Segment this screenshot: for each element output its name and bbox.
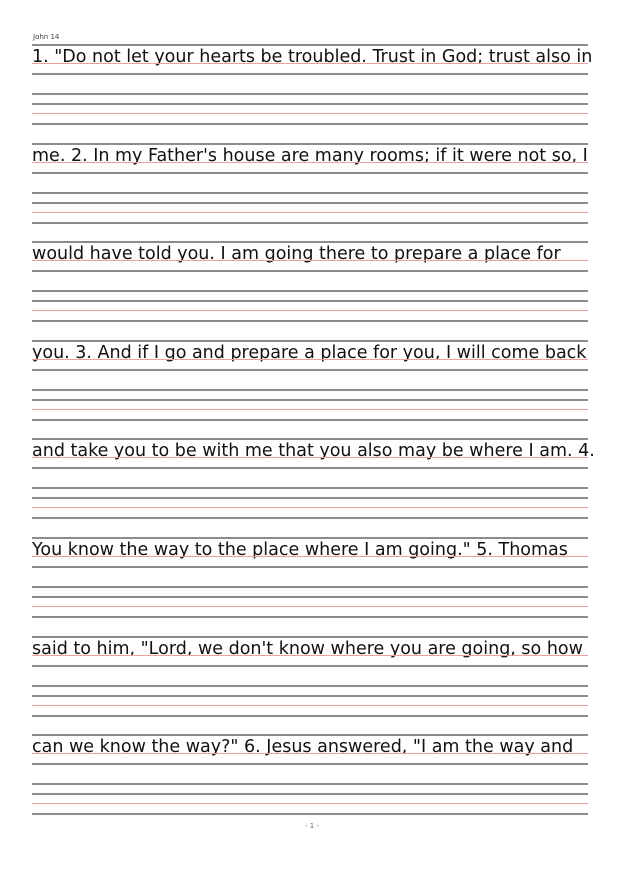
guide-line-bottom (32, 369, 588, 371)
guide-line-bottom (32, 566, 588, 568)
guide-line-baseline (32, 63, 588, 64)
verse-text-line: said to him, "Lord, we don't know where you are going, so how (32, 638, 583, 659)
practice-line-mid (32, 103, 588, 105)
guide-line-bottom (32, 665, 588, 667)
verse-text-line: me. 2. In my Father's house are many rooms; if it were not so, I (32, 145, 588, 166)
guide-line-bottom (32, 763, 588, 765)
practice-line-bottom (32, 123, 588, 125)
practice-line-bottom (32, 419, 588, 421)
guide-line-top (32, 44, 588, 46)
guide-line-baseline (32, 457, 588, 458)
guide-line-bottom (32, 467, 588, 469)
practice-line-baseline (32, 606, 588, 607)
verse-text-line: would have told you. I am going there to prepare a place for (32, 244, 561, 265)
practice-line-bottom (32, 517, 588, 519)
practice-line-bottom (32, 320, 588, 322)
practice-line-baseline (32, 803, 588, 804)
practice-line-top (32, 685, 588, 687)
guide-line-bottom (32, 73, 588, 75)
practice-line-baseline (32, 310, 588, 311)
practice-line-top (32, 93, 588, 95)
guide-line-baseline (32, 260, 588, 261)
practice-line-top (32, 487, 588, 489)
practice-line-top (32, 783, 588, 785)
guide-line-top (32, 734, 588, 736)
practice-line-baseline (32, 409, 588, 410)
practice-line-mid (32, 399, 588, 401)
verse-text-line: 1. "Do not let your hearts be troubled. Trust in God; trust also in (32, 47, 593, 67)
practice-line-baseline (32, 507, 588, 508)
practice-line-baseline (32, 212, 588, 213)
guide-line-baseline (32, 556, 588, 557)
guide-line-baseline (32, 753, 588, 754)
verse-text-line: you. 3. And if I go and prepare a place for you, I will come back (32, 342, 587, 363)
practice-line-bottom (32, 715, 588, 717)
page-number: - 1 - (305, 822, 319, 830)
guide-line-baseline (32, 359, 588, 360)
practice-line-baseline (32, 113, 588, 114)
guide-line-bottom (32, 270, 588, 272)
guide-line-baseline (32, 655, 588, 656)
guide-line-top (32, 636, 588, 638)
guide-line-top (32, 438, 588, 440)
document-header: John 14 (33, 33, 60, 41)
practice-line-top (32, 389, 588, 391)
guide-line-bottom (32, 172, 588, 174)
verse-text-line: You know the way to the place where I am going." 5. Thomas (32, 540, 568, 560)
practice-line-mid (32, 793, 588, 795)
practice-line-baseline (32, 705, 588, 706)
practice-line-mid (32, 695, 588, 697)
verse-text-line: and take you to be with me that you also may be where I am. 4. (32, 441, 595, 462)
guide-line-baseline (32, 162, 588, 163)
practice-line-mid (32, 202, 588, 204)
practice-line-bottom (32, 222, 588, 224)
practice-line-mid (32, 497, 588, 499)
practice-line-top (32, 192, 588, 194)
practice-line-top (32, 290, 588, 292)
practice-line-mid (32, 300, 588, 302)
practice-line-bottom (32, 813, 588, 815)
guide-line-top (32, 537, 588, 539)
practice-line-top (32, 586, 588, 588)
guide-line-top (32, 340, 588, 342)
guide-line-top (32, 241, 588, 243)
practice-line-bottom (32, 616, 588, 618)
guide-line-top (32, 143, 588, 145)
verse-text-line: can we know the way?" 6. Jesus answered, "I am the way and (32, 737, 574, 758)
practice-line-mid (32, 596, 588, 598)
